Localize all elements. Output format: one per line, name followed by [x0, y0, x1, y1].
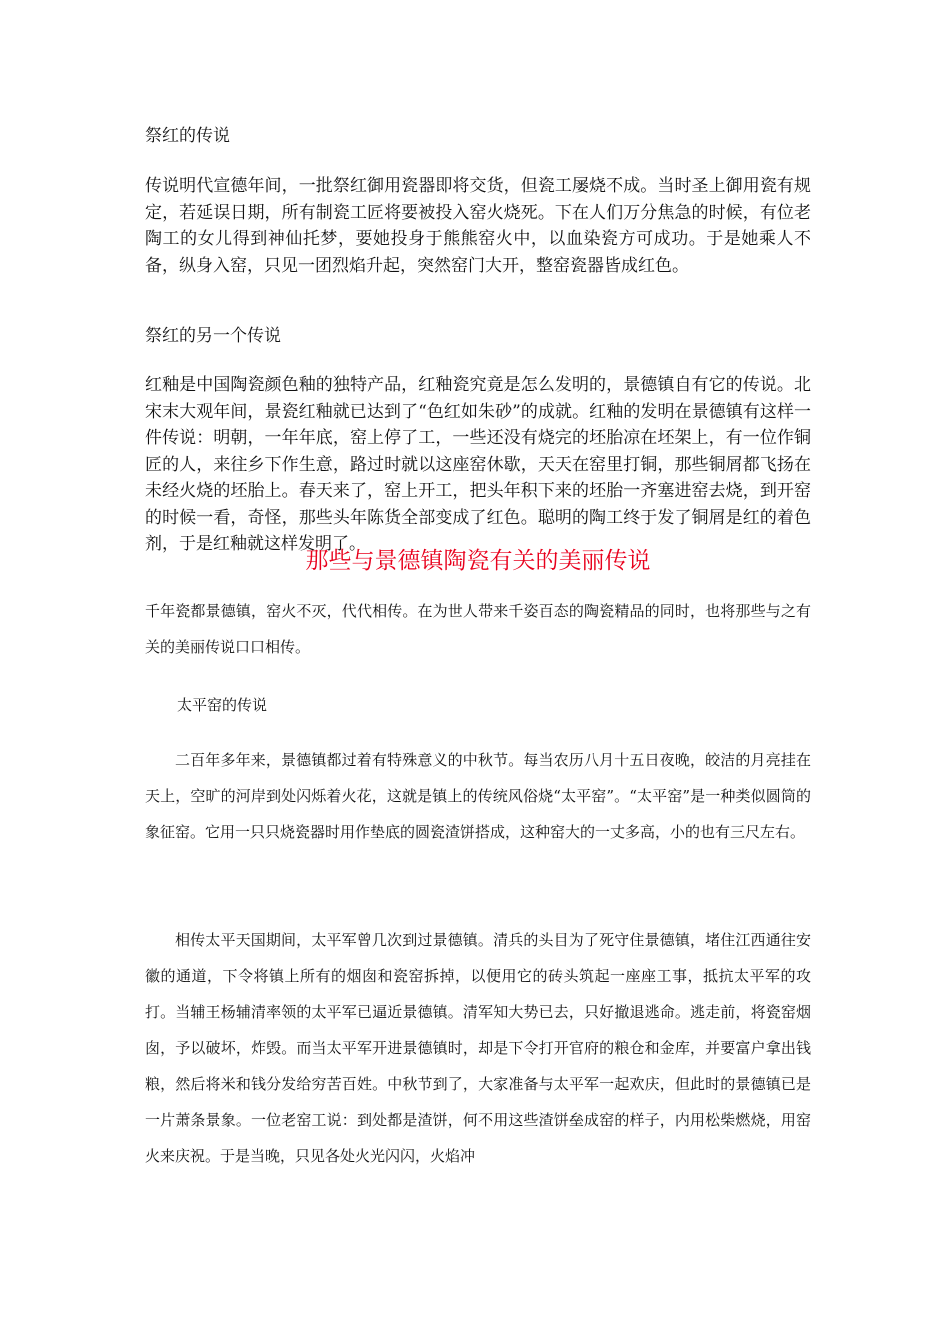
subtitle-taiping-kiln: 太平窑的传说 [177, 696, 268, 714]
taiping-paragraph-2: 相传太平天国期间，太平军曾几次到过景德镇。清兵的头目为了死守住景德镇，堵住江西通往安徽的通道，下令将镇上所有的烟囱和瓷窑拆掉，以便用它的砖头筑起一座座工事，抵抗太平军的攻打。当辅王杨辅清率领的太平军已逼近景德镇。清军知大势已去，只好撤退逃命。逃走前，将瓷窑烟囱，予以破坏，炸毁。而当太平军开进景德镇时，却是下令打开官府的粮仓和金库，并要富户拿出钱粮，然后将米和钱分发给穷苦百姓。中秋节到了，大家准备与太平军一起欢庆，但此时的景德镇已是一片萧条景象。一位老窑工说：到处都是渣饼，何不用这些渣饼垒成窑的样子，内用松柴燃烧，用窑火来庆祝。于是当晚，只见各处火光闪闪，火焰冲 [145, 931, 811, 1165]
intro-paragraph: 千年瓷都景德镇，窑火不灭，代代相传。在为世人带来千姿百态的陶瓷精品的同时，也将那些与之有关的美丽传说口口相传。 [145, 602, 811, 656]
main-heading: 那些与景德镇陶瓷有关的美丽传说 [305, 548, 651, 574]
article-title-jihong-another: 祭红的另一个传说 [145, 326, 281, 346]
article-body-jihong: 传说明代宣德年间，一批祭红御用瓷器即将交货，但瓷工屡烧不成。当时圣上御用瓷有规定，若延误日期，所有制瓷工匠将要被投入窑火烧死。下在人们万分焦急的时候，有位老陶工的女儿得到神仙托梦，要她投身于熊熊窑火中，以血染瓷方可成功。于是她乘人不备，纵身入窑，只见一团烈焰升起，突然窑门大开，整窑瓷器皆成红色。 [145, 176, 811, 276]
article-title-jihong: 祭红的传说 [145, 126, 230, 146]
article-body-jihong-another: 红釉是中国陶瓷颜色釉的独特产品，红釉瓷究竟是怎么发明的，景德镇自有它的传说。北宋末大观年间，景瓷红釉就已达到了“色红如朱砂”的成就。红釉的发明在景德镇有这样一件传说：明朝，一年年底，窑上停了工，一些还没有烧完的坯胎凉在坯架上，有一位作铜匠的人，来往乡下作生意，路过时就以这座窑休歇，天天在窑里打铜，那些铜屑都飞扬在未经火烧的坯胎上。春天来了，窑上开工，把头年积下来的坯胎一齐塞进窑去烧，到开窑的时候一看，奇怪，那些头年陈货全部变成了红色。聪明的陶工终于发了铜屑是红的着色剂，于是红釉就这样发明了。 [145, 375, 811, 554]
taiping-paragraph-1: 二百年多年来，景德镇都过着有特殊意义的中秋节。每当农历八月十五日夜晚，皎洁的月亮挂在天上，空旷的河岸到处闪烁着火花，这就是镇上的传统风俗烧“太平窑”。“太平窑”是一种类似圆筒的象征窑。它用一只只烧瓷器时用作垫底的圆瓷渣饼搭成，这种窑大的一丈多高，小的也有三尺左右。 [145, 751, 811, 841]
